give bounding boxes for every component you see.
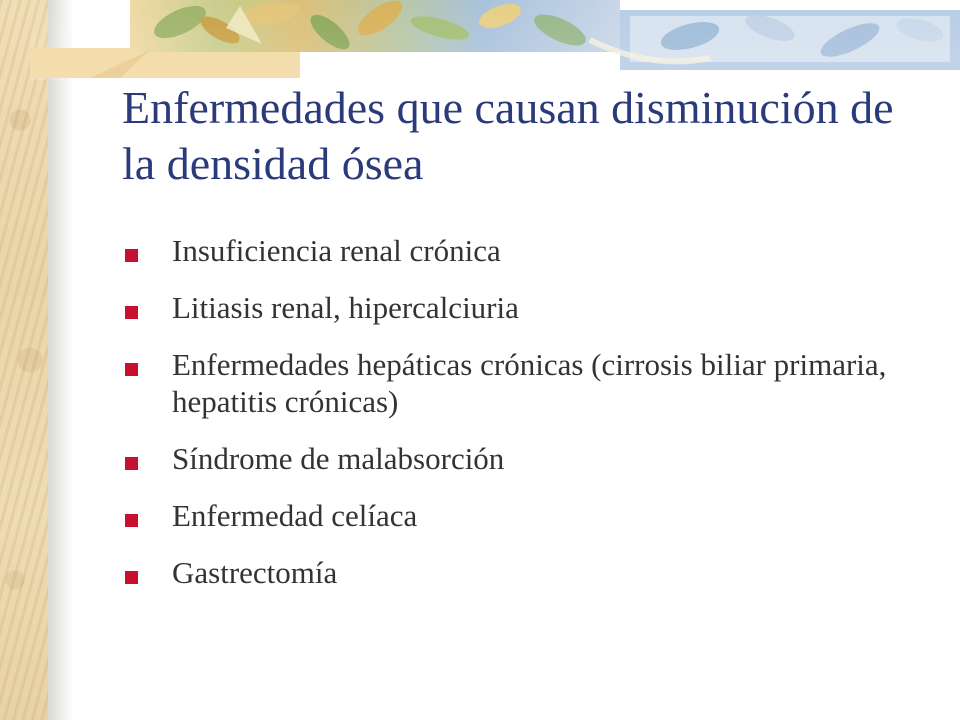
- square-bullet-icon: [125, 306, 138, 319]
- bullet-item-insuficiencia-renal: [122, 232, 902, 269]
- bullet-text: Enfermedades hepáticas crónicas (cirrosis biliar primaria, hepatitis crónicas): [172, 347, 887, 419]
- bullet-item-enfermedades-hepaticas: [122, 346, 902, 420]
- square-bullet-icon: [125, 457, 138, 470]
- bullet-text: Litiasis renal, hipercalciuria: [172, 290, 519, 325]
- bullet-text: Insuficiencia renal crónica: [172, 233, 501, 268]
- square-bullet-icon: [125, 363, 138, 376]
- bullet-item-litiasis-renal: [122, 289, 902, 326]
- bullet-item-celiaca: [122, 497, 902, 534]
- bullet-item-gastrectomia: [122, 554, 902, 591]
- parchment-strip: [0, 0, 48, 720]
- shadow-strip: [48, 0, 74, 720]
- leaf-pattern-icon: [30, 0, 960, 80]
- bullet-list: [122, 232, 902, 611]
- square-bullet-icon: [125, 514, 138, 527]
- slide-title: Enfermedades que causan disminución de la densidad ósea: [122, 82, 894, 189]
- square-bullet-icon: [125, 249, 138, 262]
- bullet-text: Síndrome de malabsorción: [172, 441, 505, 476]
- leaf-pattern-banner: [30, 0, 960, 80]
- square-bullet-icon: [125, 571, 138, 584]
- bullet-item-malabsorcion: [122, 440, 902, 477]
- bullet-text: Enfermedad celíaca: [172, 498, 418, 533]
- bullet-text: Gastrectomía: [172, 555, 338, 590]
